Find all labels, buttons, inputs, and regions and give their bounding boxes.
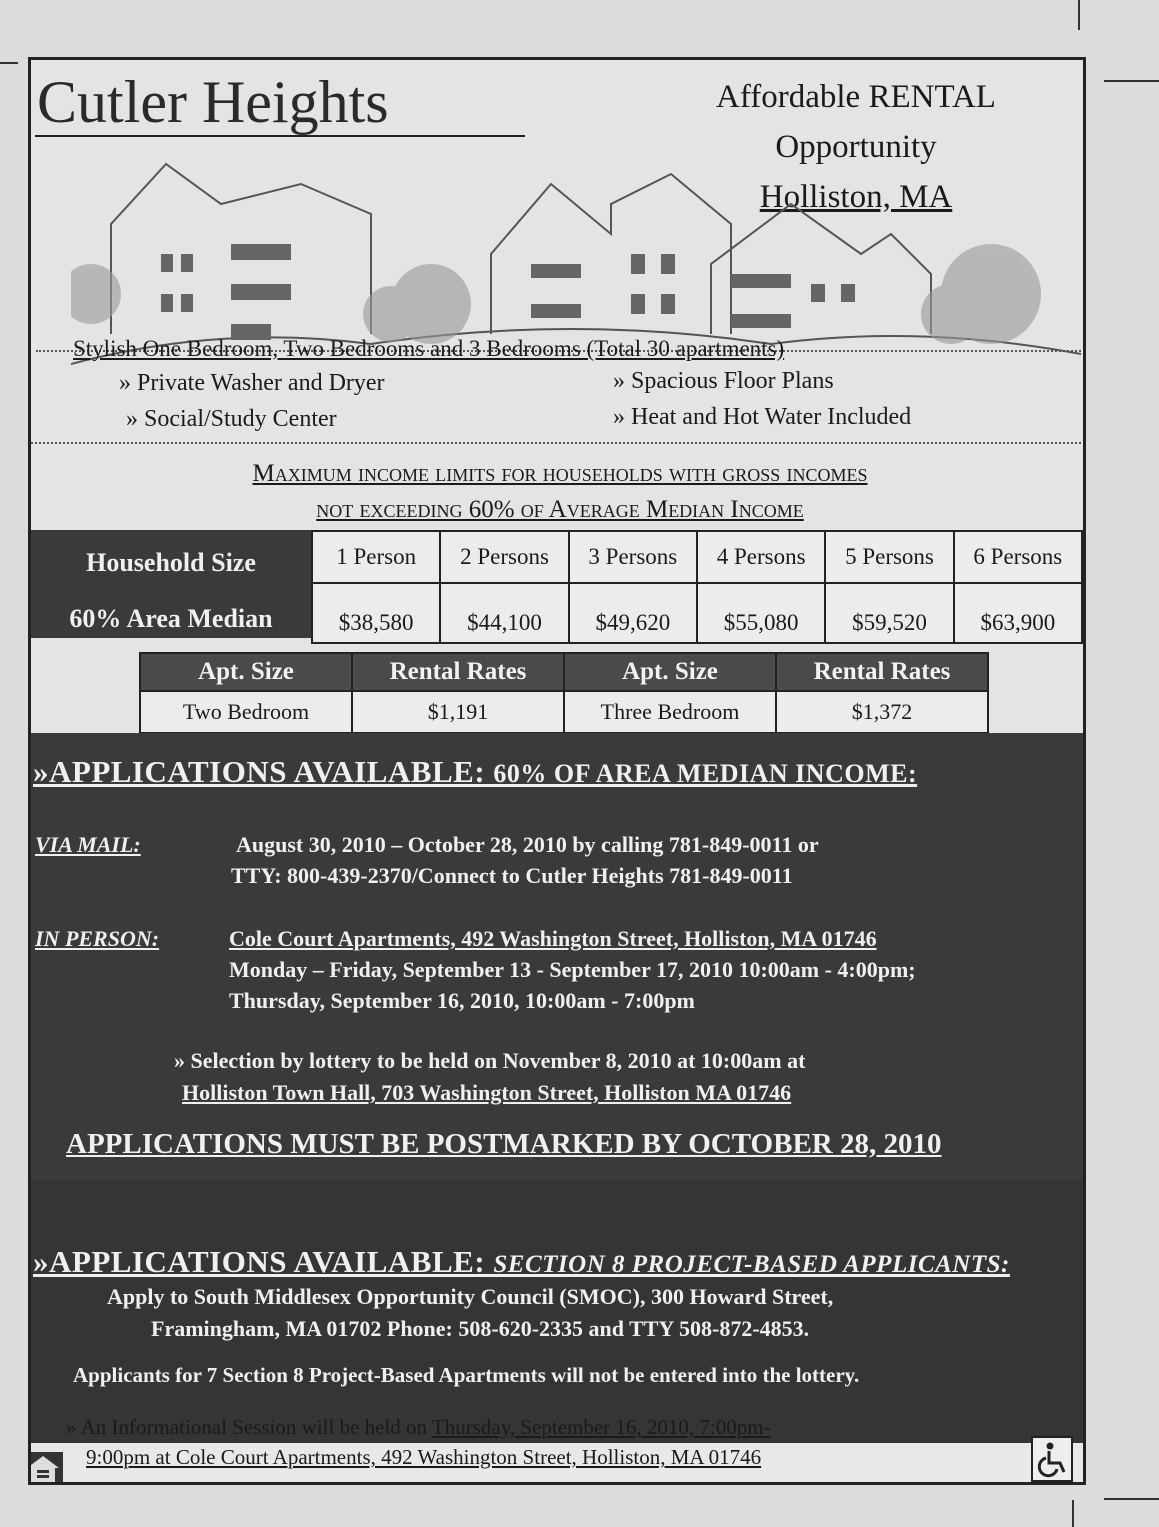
info-line2: 9:00pm at Cole Court Apartments, 492 Washington Street, Holliston, MA 01746 [86,1445,762,1469]
person-line: Monday – Friday, September 13 - September 17, 2010 10:00am - 4:00pm; [229,957,916,982]
row-label-household: Household Size [86,548,256,577]
applications-heading [33,754,917,790]
heading-prefix: »APPLICATIONS AVAILABLE: [33,1244,494,1279]
household-size-cell: 3 Persons [569,531,697,583]
person-line: Thursday, September 16, 2010, 10:00am - 7:00pm [229,988,695,1013]
scan-edge-line [0,62,18,64]
rent-header: Rental Rates [776,653,988,691]
lottery-line: » Selection by lottery to be held on November 8, 2010 at 10:00am at [174,1048,806,1073]
in-person-label: IN PERSON: [35,926,160,951]
feature-item: » Private Washer and Dryer [119,370,385,396]
household-size-cell: 4 Persons [697,531,825,583]
mail-line: August 30, 2010 – October 28, 2010 by calling 781-849-0011 or [236,832,819,857]
rent-cell: $1,191 [352,691,564,733]
household-size-cell: 1 Person [312,531,440,583]
income-row-labels [31,530,311,638]
section8-heading [33,1244,1010,1280]
heading-rest: 60% OF AREA MEDIAN INCOME: [493,759,918,788]
scan-edge-line [1078,0,1080,30]
income-limit-cell: $55,080 [697,583,825,643]
income-heading-line: not exceeding 60% of Average Median Income [316,496,804,523]
person-line: Cole Court Apartments, 492 Washington Street, Holliston, MA 01746 [229,926,877,951]
income-heading [31,456,1086,528]
rent-header: Apt. Size [140,653,352,691]
page-title: Cutler Heights [37,69,389,135]
section8-line: Framingham, MA 01702 Phone: 508-620-2335 and TTY 508-872-4853. [151,1316,810,1341]
postmark-deadline: APPLICATIONS MUST BE POSTMARKED BY OCTOBER 28, 2010 [66,1128,942,1160]
rental-rates-table [139,652,989,734]
rent-cell: $1,372 [776,691,988,733]
rent-cell: Three Bedroom [564,691,776,733]
heading-prefix: »APPLICATIONS AVAILABLE: [33,754,494,789]
scan-edge-line [1104,80,1159,82]
section8-line: Apply to South Middlesex Opportunity Council (SMOC), 300 Howard Street, [107,1284,834,1309]
scan-edge-line [1072,1500,1074,1527]
household-size-cell: 2 Persons [440,531,568,583]
income-limit-table [311,530,1083,644]
row-label-median: 60% Area Median [69,604,273,633]
income-limit-cell: $49,620 [569,583,697,643]
income-limit-cell: $59,520 [825,583,953,643]
feature-item: » Social/Study Center [126,406,337,432]
equal-housing-icon [28,1452,63,1485]
headline-line: Holliston, MA [759,179,953,215]
feature-item: » Spacious Floor Plans [613,368,834,394]
section8-note: Applicants for 7 Section 8 Project-Based Apartments will not be entered into the lottery. [73,1363,860,1387]
apartment-summary: Stylish One Bedroom, Two Bedrooms and 3 Bedrooms (Total 30 apartments) [73,336,785,361]
rent-header: Apt. Size [564,653,776,691]
scan-edge-line [1104,1498,1159,1500]
headline-line: Affordable RENTAL [716,79,996,115]
info-session [66,1412,771,1472]
heading-rest: SECTION 8 PROJECT-BASED APPLICANTS: [493,1251,1010,1278]
feature-item: » Heat and Hot Water Included [613,404,912,430]
mail-line: TTY: 800-439-2370/Connect to Cutler Heights 781-849-0011 [231,863,793,888]
household-size-cell: 5 Persons [825,531,953,583]
info-lead: » An Informational Session will be held on [66,1415,432,1439]
via-mail-label: VIA MAIL: [35,832,141,857]
rent-header: Rental Rates [352,653,564,691]
lottery-line: Holliston Town Hall, 703 Washington Street, Holliston MA 01746 [182,1080,792,1105]
income-limit-cell: $44,100 [440,583,568,643]
info-date: Thursday, September 16, 2010, 7:00pm- [431,1415,771,1439]
rent-cell: Two Bedroom [140,691,352,733]
headline-line: Opportunity [775,129,937,165]
flyer-page [28,57,1086,1485]
income-limit-cell: $38,580 [312,583,440,643]
wheelchair-accessible-icon [1031,1436,1073,1482]
title-underline [35,135,525,137]
income-heading-line: Maximum income limits for households with gross incomes [252,460,868,487]
household-size-cell: 6 Persons [954,531,1082,583]
income-limit-cell: $63,900 [954,583,1082,643]
dotted-rule [31,442,1081,444]
